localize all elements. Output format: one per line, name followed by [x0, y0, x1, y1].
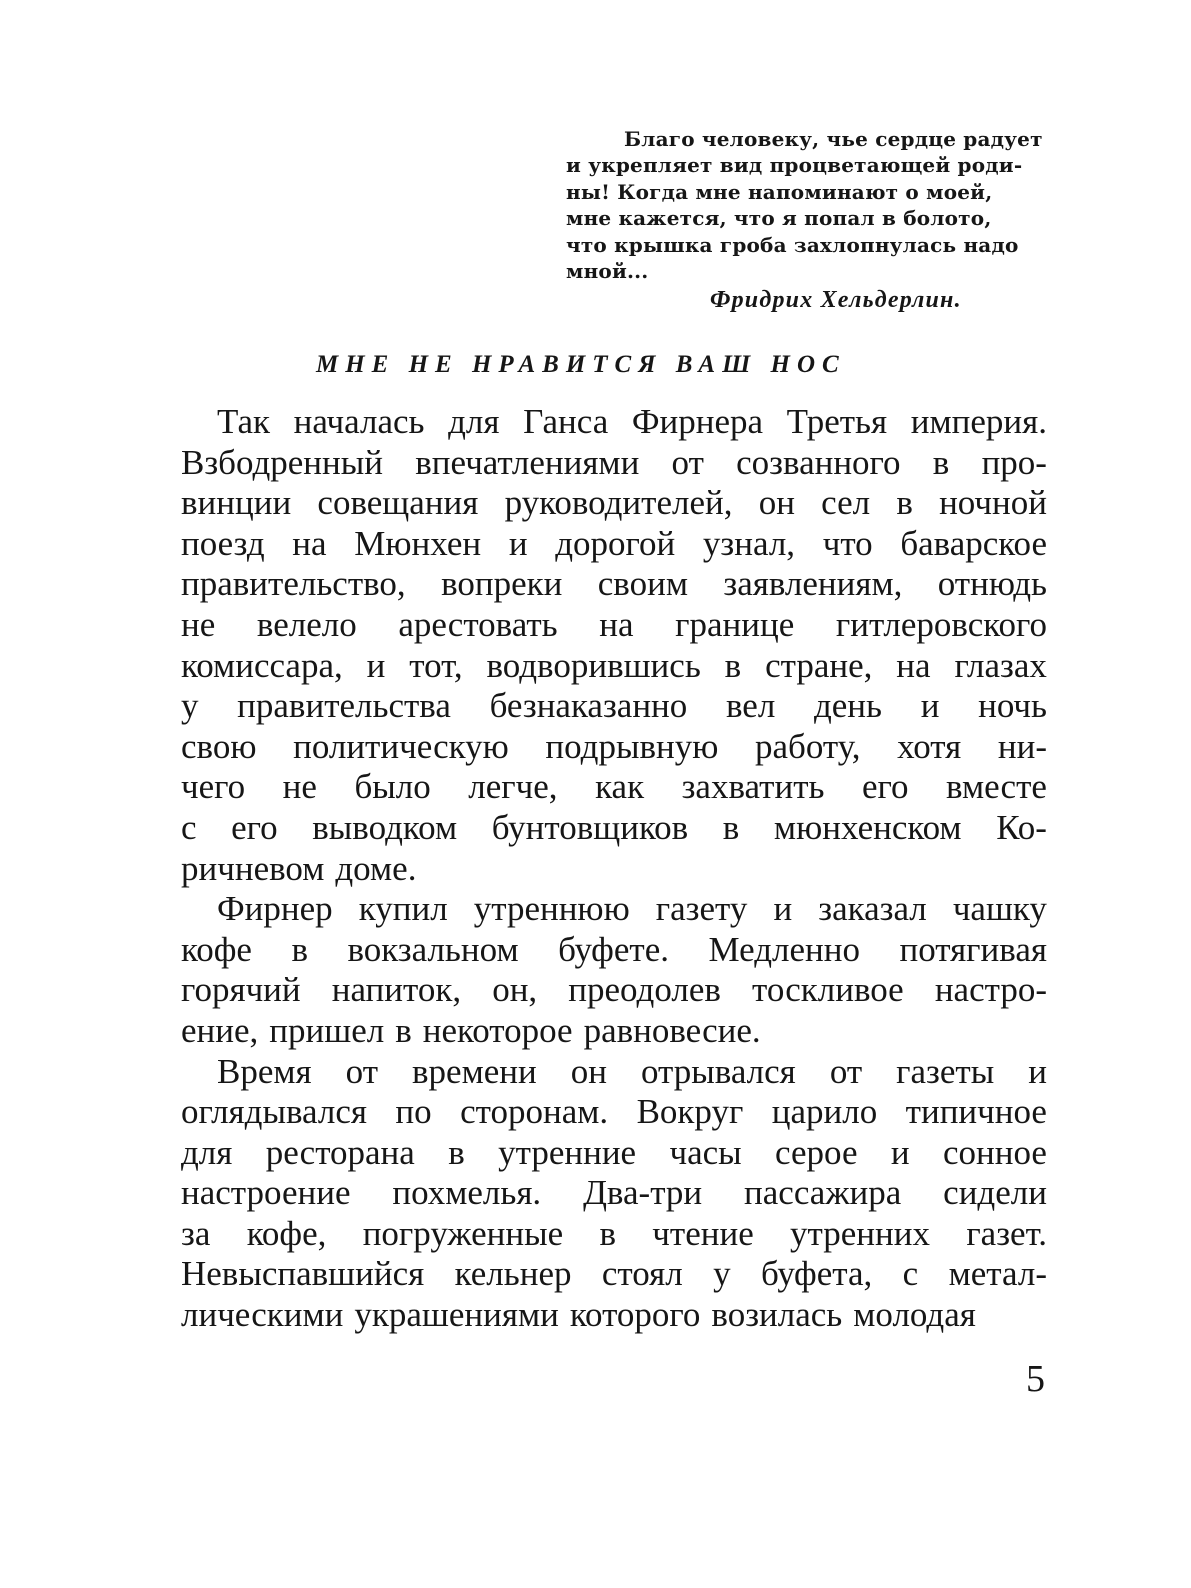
epigraph-line: мной...: [566, 259, 649, 284]
text-line: Взбодренный впечатлениями от созванного в про-: [181, 442, 1047, 482]
text-line: чего не было легче, как захватить его вместе: [181, 767, 1047, 807]
epigraph: [566, 126, 1043, 284]
text-line: винции совещания руководителей, он сел в ночной: [181, 483, 1047, 523]
text-line: свою политическую подрывную работу, хотя ни-: [181, 726, 1047, 766]
text-line: для ресторана в утренние часы серое и сонное: [181, 1132, 1047, 1172]
text-line: горячий напиток, он, преодолев тоскливое настро-: [181, 970, 1047, 1010]
epigraph-line: и укрепляет вид процветающей роди-: [566, 153, 1023, 178]
text-line: Фирнер купил утреннюю газету и заказал чашку: [217, 889, 1047, 929]
text-line: оглядывался по сторонам. Вокруг царило типичное: [181, 1092, 1047, 1132]
text-line: комиссара, и тот, водворившись в стране, на глазах: [181, 645, 1047, 685]
text-line: правительство, вопреки своим заявлениям, отнюдь: [181, 564, 1047, 604]
text-line: Невыспавшийся кельнер стоял у буфета, с метал-: [181, 1254, 1047, 1294]
text-line: лическими украшениями которого возилась молодая: [181, 1295, 976, 1335]
text-line: кофе в вокзальном буфете. Медленно потягивая: [181, 929, 1047, 969]
text-line: Так началась для Ганса Фирнера Третья империя.: [217, 402, 1047, 441]
epigraph-line: ны! Когда мне напоминают о моей,: [566, 179, 993, 204]
text-line: не велело арестовать на границе гитлеровского: [181, 604, 1047, 644]
text-line: ричневом доме.: [181, 848, 417, 888]
epigraph-line: что крышка гроба захлопнулась надо: [566, 232, 1019, 257]
text-line: поезд на Мюнхен и дорогой узнал, что баварское: [181, 523, 1047, 563]
epigraph-line: мне кажется, что я попал в болото,: [566, 206, 992, 231]
page-number: 5: [1026, 1358, 1045, 1400]
paragraph: [181, 402, 1047, 889]
paragraph: [181, 889, 1047, 1051]
text-line: у правительства безнаказанно вел день и ночь: [181, 686, 1047, 726]
text-line: ение, пришел в некоторое равновесие.: [181, 1010, 761, 1050]
epigraph-author: Фридрих Хельдерлин.: [710, 287, 962, 313]
text-line: Время от времени он отрывался от газеты и: [217, 1051, 1047, 1091]
body-text: [181, 402, 1047, 1336]
chapter-title: МНЕ НЕ НРАВИТСЯ ВАШ НОС: [316, 351, 846, 378]
text-line: за кофе, погруженные в чтение утренних газет.: [181, 1213, 1047, 1253]
text-line: с его выводком бунтовщиков в мюнхенском Ко-: [181, 807, 1047, 847]
epigraph-line: Благо человеку, чье сердце радует: [624, 127, 1043, 151]
paragraph: [181, 1052, 1047, 1336]
text-line: настроение похмелья. Два-три пассажира сидели: [181, 1173, 1047, 1213]
